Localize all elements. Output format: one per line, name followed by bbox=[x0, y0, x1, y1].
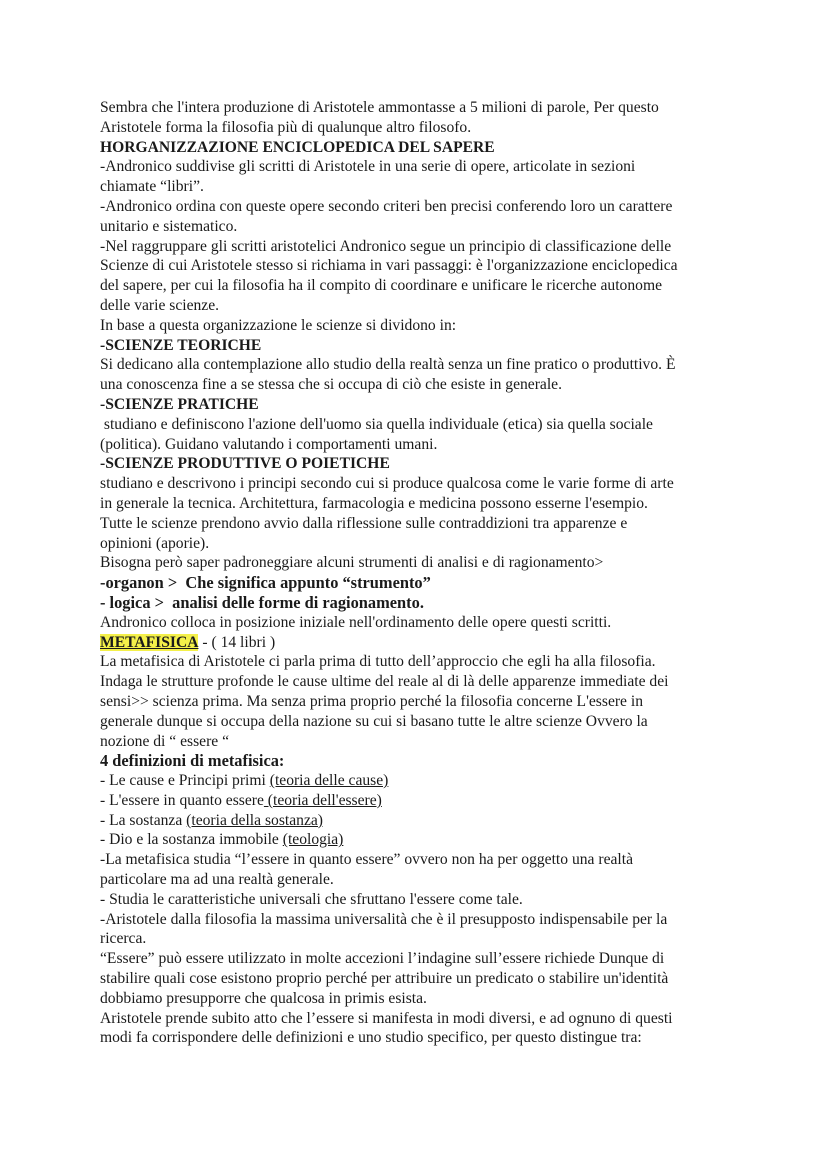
section-heading: -SCIENZE TEORICHE bbox=[100, 336, 262, 354]
paragraph-line: una conoscenza fine a se stessa che si occupa di ciò che esiste in generale. bbox=[100, 376, 562, 394]
paragraph-line: stabilire quali cose esistono proprio perché per attribuire un predicato o stabilire un'identità bbox=[100, 970, 669, 988]
definition-theory: (teoria dell'essere) bbox=[263, 791, 382, 809]
paragraph-line: chiamate “libri”. bbox=[100, 178, 204, 196]
bold-line: - logica > analisi delle forme di ragionamento. bbox=[100, 592, 424, 612]
metafisica-title: METAFISICA bbox=[100, 633, 199, 651]
paragraph-line: particolare ma ad una realtà generale. bbox=[100, 871, 334, 889]
section-heading: HORGANIZZAZIONE ENCICLOPEDICA DEL SAPERE bbox=[100, 138, 495, 156]
definitions-heading: 4 definizioni di metafisica: bbox=[100, 751, 285, 771]
section-heading: -SCIENZE PRATICHE bbox=[100, 395, 259, 413]
paragraph-line: del sapere, per cui la filosofia ha il compito di coordinare e unificare le ricerche autonome bbox=[100, 277, 662, 295]
paragraph-line: (politica). Guidano valutando i comportamenti umani. bbox=[100, 435, 438, 453]
paragraph-line: - Studia le caratteristiche universali che sfruttano l'essere come tale. bbox=[100, 890, 523, 908]
definition-theory: (teoria delle cause) bbox=[269, 772, 389, 790]
definition-item bbox=[100, 830, 768, 850]
paragraph-line: delle varie scienze. bbox=[100, 296, 220, 314]
paragraph-line: “Essere” può essere utilizzato in molte accezioni l’indagine sull’essere richiede Dunque di bbox=[100, 950, 665, 968]
paragraph-line: Scienze di cui Aristotele stesso si richiama in vari passaggi: è l'organizzazione enciclopedica bbox=[100, 257, 678, 275]
paragraph-line: -La metafisica studia “l’essere in quanto essere” ovvero non ha per oggetto una realtà bbox=[100, 851, 633, 869]
definition-text: - Dio e la sostanza immobile bbox=[100, 831, 283, 849]
definition-theory: (teoria della sostanza) bbox=[186, 811, 323, 829]
paragraph-line: opinioni (aporie). bbox=[100, 534, 210, 552]
paragraph-line: In base a questa organizzazione le scienze si dividono in: bbox=[100, 316, 457, 334]
paragraph-line: -Andronico suddivise gli scritti di Aristotele in una serie di opere, articolate in sezioni bbox=[100, 158, 636, 176]
definition-theory: (teologia) bbox=[282, 831, 344, 849]
paragraph-line: La metafisica di Aristotele ci parla prima di tutto dell’approccio che egli ha alla filosofia. bbox=[100, 653, 656, 671]
section-heading: -SCIENZE PRODUTTIVE O POIETICHE bbox=[100, 455, 390, 473]
paragraph-line: Indaga le strutture profonde le cause ultime del reale al di là delle apparenze immediate dei bbox=[100, 673, 669, 691]
paragraph-line: modi fa corrispondere delle definizioni e uno studio specifico, per questo distingue tra: bbox=[100, 1029, 642, 1047]
metafisica-subtitle: - ( 14 libri ) bbox=[198, 633, 276, 651]
paragraph-line: Andronico colloca in posizione iniziale nell'ordinamento delle opere questi scritti. bbox=[100, 613, 612, 631]
paragraph-line: in generale la tecnica. Architettura, farmacologia e medicina possono esserne l'esempio. bbox=[100, 494, 648, 512]
definition-item bbox=[100, 811, 768, 831]
paragraph-line: dobbiamo presupporre che qualcosa in primis esista. bbox=[100, 989, 427, 1007]
definition-item bbox=[100, 791, 768, 811]
definition-text: - La sostanza bbox=[100, 811, 187, 829]
paragraph-line: sensi>> scienza prima. Ma senza prima proprio perché la filosofia concerne L'essere in bbox=[100, 692, 644, 710]
definition-text: - L'essere in quanto essere bbox=[100, 791, 264, 809]
paragraph-line: Sembra che l'intera produzione di Aristotele ammontasse a 5 milioni di parole, Per questo bbox=[100, 99, 659, 116]
definition-item bbox=[100, 771, 768, 791]
bold-line: -organon > Che significa appunto “strumento” bbox=[100, 573, 431, 593]
paragraph-line: -Andronico ordina con queste opere secondo criteri ben precisi conferendo loro un carattere bbox=[100, 197, 673, 215]
paragraph-line: unitario e sistematico. bbox=[100, 217, 238, 235]
paragraph-line: -Aristotele dalla filosofia la massima universalità che è il presupposto indispensabile per la bbox=[100, 910, 668, 928]
paragraph-line: Tutte le scienze prendono avvio dalla riflessione sulle contraddizioni tra apparenze e bbox=[100, 514, 628, 532]
paragraph-line: -Nel raggruppare gli scritti aristotelici Andronico segue un principio di classificazione delle bbox=[100, 237, 672, 255]
paragraph-line: Si dedicano alla contemplazione allo studio della realtà senza un fine pratico o produttivo. È bbox=[100, 356, 676, 374]
paragraph-line: Aristotele prende subito atto che l’essere si manifesta in modi diversi, e ad ognuno di questi bbox=[100, 1009, 673, 1027]
paragraph-line: ricerca. bbox=[100, 930, 147, 948]
paragraph-line: generale dunque si occupa della nazione su cui si basano tutte le altre scienze Ovvero la bbox=[100, 712, 648, 730]
metafisica-heading-line bbox=[100, 633, 768, 653]
paragraph-line: nozione di “ essere “ bbox=[100, 732, 230, 750]
definition-text: - Le cause e Principi primi bbox=[100, 772, 270, 790]
paragraph-line: studiano e definiscono l'azione dell'uomo sia quella individuale (etica) sia quella sociale bbox=[100, 415, 653, 433]
paragraph-line: Bisogna però saper padroneggiare alcuni strumenti di analisi e di ragionamento> bbox=[100, 554, 604, 572]
paragraph-line: studiano e descrivono i principi secondo cui si produce qualcosa come le varie forme di arte bbox=[100, 475, 674, 493]
paragraph-line: Aristotele forma la filosofia più di qualunque altro filosofo. bbox=[100, 118, 472, 136]
